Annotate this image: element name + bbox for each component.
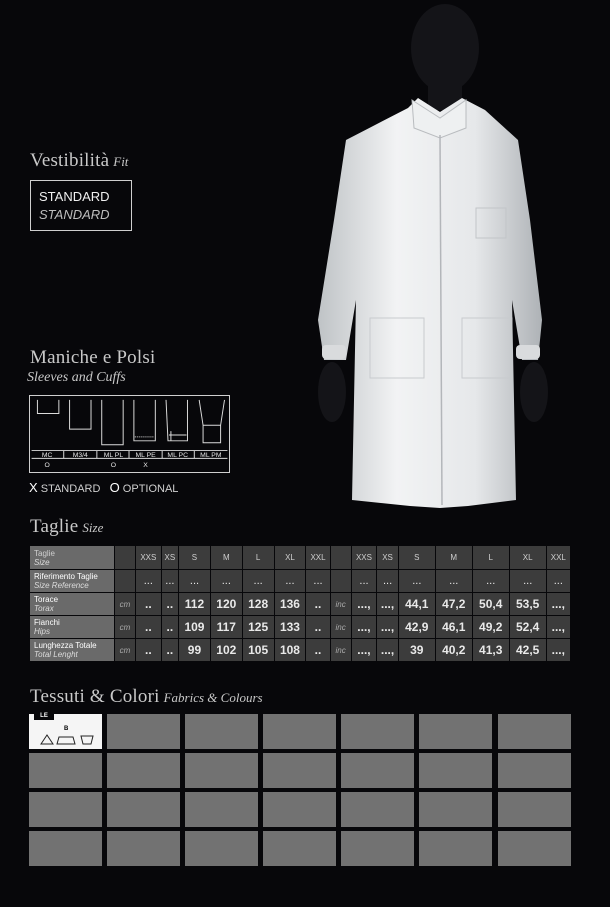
fabric-swatch[interactable]	[185, 792, 258, 827]
fabric-swatch[interactable]	[419, 753, 492, 788]
fabric-swatch[interactable]	[107, 753, 180, 788]
table-row: Riferimento Taglie Size Reference ... ... ... ... ... ... ... ... ... ... ... ... ... ...	[30, 570, 570, 592]
lab-coat-image	[290, 0, 610, 520]
fabric-swatch[interactable]	[263, 831, 336, 866]
size-col: L	[243, 546, 274, 569]
fabric-swatch[interactable]	[185, 714, 258, 749]
fabric-swatch-grid	[29, 714, 571, 868]
size-col: M	[211, 546, 242, 569]
fabric-swatch[interactable]	[107, 714, 180, 749]
sleeve-code-2: ML PL	[103, 451, 124, 459]
size-header-label: Taglie Size	[30, 546, 114, 569]
fabric-swatch[interactable]	[419, 831, 492, 866]
fabric-swatch[interactable]	[419, 792, 492, 827]
size-col: S	[399, 546, 435, 569]
size-col: S	[179, 546, 210, 569]
fabric-swatch[interactable]	[341, 792, 414, 827]
sleeve-mark-2: O	[110, 462, 117, 470]
size-col: XXS	[352, 546, 377, 569]
fabric-swatch[interactable]	[263, 714, 336, 749]
fabric-swatch[interactable]	[185, 753, 258, 788]
fit-value-it: STANDARD	[39, 189, 110, 204]
sleeve-mark-0: O	[44, 462, 50, 470]
fit-heading: Vestibilità Fit	[30, 150, 129, 171]
size-col: XL	[510, 546, 546, 569]
fabric-swatch[interactable]	[29, 753, 102, 788]
fit-value-en: STANDARD	[39, 207, 110, 222]
sleeves-subheading: Sleeves and Cuffs	[27, 370, 126, 385]
fabric-swatch[interactable]	[419, 714, 492, 749]
sleeves-heading: Maniche e Polsi	[30, 347, 156, 368]
size-col: M	[436, 546, 472, 569]
swatch-mark: B	[64, 726, 69, 732]
sleeve-code-0: MC	[41, 451, 53, 459]
fabric-swatch-white[interactable]	[29, 714, 102, 749]
sleeves-diagram	[29, 395, 230, 473]
sleeve-mark-3: X	[143, 462, 148, 470]
fabric-swatch[interactable]	[185, 831, 258, 866]
size-col: XL	[275, 546, 306, 569]
sleeve-code-1: M3/4	[72, 451, 88, 459]
sleeve-code-4: ML PC	[167, 451, 189, 459]
fabric-swatch[interactable]	[341, 753, 414, 788]
size-col: XXS	[136, 546, 161, 569]
size-table	[29, 545, 571, 662]
size-heading: Taglie Size	[30, 516, 104, 537]
fabric-swatch[interactable]	[498, 831, 571, 866]
size-col: L	[473, 546, 509, 569]
table-row: Lunghezza Totale Total Lenght cm .. .. 99 102 105 108 .. inc ..., ..., 39 40,2 41,3 42,5 ...,	[30, 639, 570, 661]
fabric-swatch[interactable]	[29, 792, 102, 827]
sleeves-legend: X STANDARD O OPTIONAL	[29, 480, 179, 495]
size-col: XXL	[547, 546, 570, 569]
fabric-swatch[interactable]	[263, 792, 336, 827]
table-row: Torace Torax cm .. .. 112 120 128 136 .. inc ..., ..., 44,1 47,2 50,4 53,5 ...,	[30, 593, 570, 615]
fabric-swatch[interactable]	[107, 792, 180, 827]
fabrics-heading: Tessuti & Colori Fabrics & Colours	[30, 686, 263, 707]
fabric-swatch[interactable]	[263, 753, 336, 788]
table-row: Fianchi Hips cm .. .. 109 117 125 133 .. inc ..., ..., 42,9 46,1 49,2 52,4 ...,	[30, 616, 570, 638]
fabric-swatch[interactable]	[341, 831, 414, 866]
size-header-row	[30, 546, 570, 569]
sleeve-code-5: ML PM	[200, 451, 222, 459]
care-symbols-icon	[39, 733, 95, 745]
swatch-tag: LE	[34, 712, 54, 720]
fabric-swatch[interactable]	[107, 831, 180, 866]
size-col: XS	[162, 546, 178, 569]
sleeve-code-3: ML PE	[135, 451, 156, 459]
fabric-swatch[interactable]	[341, 714, 414, 749]
fabric-swatch[interactable]	[498, 714, 571, 749]
size-col: XXL	[306, 546, 329, 569]
fabric-swatch[interactable]	[498, 753, 571, 788]
fit-value-box	[30, 180, 132, 231]
fabric-swatch[interactable]	[29, 831, 102, 866]
fabric-swatch[interactable]	[498, 792, 571, 827]
size-col: XS	[377, 546, 398, 569]
